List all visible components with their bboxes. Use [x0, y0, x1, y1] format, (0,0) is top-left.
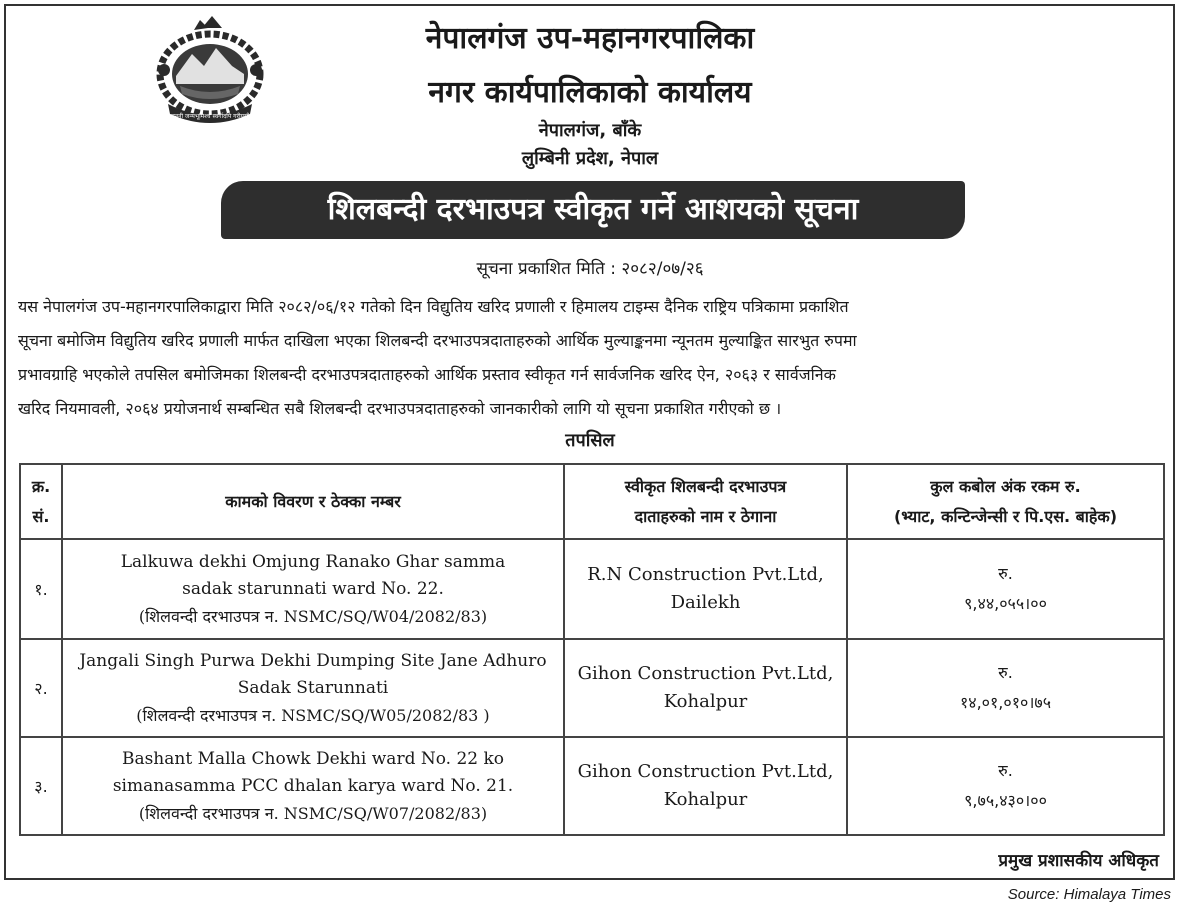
row-desc-line1: Bashant Malla Chowk Dekhi ward No. 22 ko [121, 748, 505, 769]
header-amount-line1: कुल कबोल अंक रकम रु. [930, 476, 1081, 496]
row-contractor-address: Kohalpur [663, 691, 748, 712]
notice-body-line: यस नेपालगंज उप-महानगरपालिकाद्वारा मिति २०८२/०६/१२ गतेको दिन विद्युतिय खरिद प्रणाली र हिमालय टाइम्स दैनिक राष्ट्रिय पत्रिकामा प्रकाशित [18, 297, 849, 316]
table-row [20, 639, 1164, 737]
row-amount-value: ९,४४,०५५।०० [964, 594, 1047, 613]
row-desc-line1: Lalkuwa dekhi Omjung Ranako Ghar samma [120, 551, 506, 572]
row-sn: २. [20, 639, 62, 737]
row-description [62, 639, 564, 737]
row-contract-ref: (शिलवन्दी दरभाउपत्र न. NSMC/SQ/W07/2082/83) [138, 803, 488, 823]
row-contractor-name: Gihon Construction Pvt.Ltd, [577, 761, 834, 782]
award-table [19, 463, 1165, 836]
office-location: नेपालगंज, बाँके [538, 120, 642, 141]
notice-body-line: प्रभावग्राहि भएकोले तपसिल बमोजिमका शिलबन्दी दरभाउपत्रदाताहरुको आर्थिक प्रस्ताव स्वीकृत गर्न सार्वजनिक खरिद ऐन, २०६३ र सार्वजनिक [18, 365, 836, 384]
header-sn-line1: क्र. [31, 476, 51, 496]
table-header-row [20, 464, 1164, 539]
notice-body-line: खरिद नियमावली, २०६४ प्रयोजनार्थ सम्बन्धित सबै शिलबन्दी दरभाउपत्रदाताहरुको जानकारीको लागि यो सूचना प्रकाशित गरीएको छ । [18, 399, 782, 418]
header-bidder [564, 464, 847, 539]
row-desc-line2: Sadak Starunnati [237, 677, 389, 698]
table-row [20, 737, 1164, 835]
row-contractor-name: R.N Construction Pvt.Ltd, [587, 564, 824, 585]
header-bidder-line2: दाताहरुको नाम र ठेगाना [634, 506, 777, 526]
row-amount-value: १४,०१,०१०।७५ [959, 693, 1052, 712]
header-bidder-line1: स्वीकृत शिलबन्दी दरभाउपत्र [624, 476, 787, 496]
notice-body-line: सूचना बमोजिम विद्युतिय खरिद प्रणाली मार्फत दाखिला भएका शिलबन्दी दरभाउपत्रदाताहरुको आर्थिक मुल्याङ्कनमा न्यूनतम मुल्याङ्कित सारभुत रुपमा [18, 331, 857, 350]
header-description: कामको विवरण र ठेक्का नम्बर [62, 464, 564, 539]
source-credit: Source: Himalaya Times [1007, 886, 1171, 903]
row-contractor [564, 639, 847, 737]
notice-body [18, 290, 1164, 426]
published-date: सूचना प्रकाशित मिति : २०८२/०७/२६ [476, 259, 704, 279]
row-amount [847, 737, 1164, 835]
notice-title-banner: शिलबन्दी दरभाउपत्र स्वीकृत गर्ने आशयको सूचना [221, 181, 965, 239]
header-sn [20, 464, 62, 539]
row-contract-ref: (शिलवन्दी दरभाउपत्र न. NSMC/SQ/W05/2082/83 ) [136, 705, 490, 725]
row-amount [847, 539, 1164, 639]
org-name: नेपालगंज उप-महानगरपालिका [425, 21, 755, 56]
row-amount [847, 639, 1164, 737]
signer-designation: प्रमुख प्रशासकीय अधिकृत [998, 851, 1159, 871]
row-desc-line2: simanasamma PCC dhalan karya ward No. 21. [112, 775, 514, 796]
row-description [62, 539, 564, 639]
header-sn-line2: सं. [32, 506, 50, 526]
row-contractor-address: Dailekh [670, 592, 741, 613]
row-currency: रु. [998, 564, 1013, 583]
row-desc-line2: sadak starunnati ward No. 22. [182, 578, 444, 599]
row-contractor-address: Kohalpur [663, 789, 748, 810]
row-desc-line1: Jangali Singh Purwa Dekhi Dumping Site Jane Adhuro [79, 650, 547, 671]
row-contractor [564, 539, 847, 639]
emblem-motto: जननी जन्मभूमिश्च स्वर्गादपि गरीयसी [170, 113, 250, 120]
row-amount-value: ९,७५,४३०।०० [964, 791, 1047, 810]
row-currency: रु. [998, 761, 1013, 780]
row-sn: ३. [20, 737, 62, 835]
row-sn: १. [20, 539, 62, 639]
table-row [20, 539, 1164, 639]
row-currency: रु. [998, 663, 1013, 682]
row-contractor [564, 737, 847, 835]
row-contractor-name: Gihon Construction Pvt.Ltd, [577, 663, 834, 684]
government-emblem [150, 14, 270, 126]
office-name: नगर कार्यपालिकाको कार्यालय [428, 75, 752, 110]
schedule-heading: तपसिल [565, 430, 615, 451]
row-contract-ref: (शिलवन्दी दरभाउपत्र न. NSMC/SQ/W04/2082/83) [138, 606, 488, 626]
office-province: लुम्बिनी प्रदेश, नेपाल [521, 148, 659, 169]
header-amount [847, 464, 1164, 539]
row-description [62, 737, 564, 835]
header-amount-line2: (भ्याट, कन्टिन्जेन्सी र पि.एस. बाहेक) [893, 506, 1118, 526]
